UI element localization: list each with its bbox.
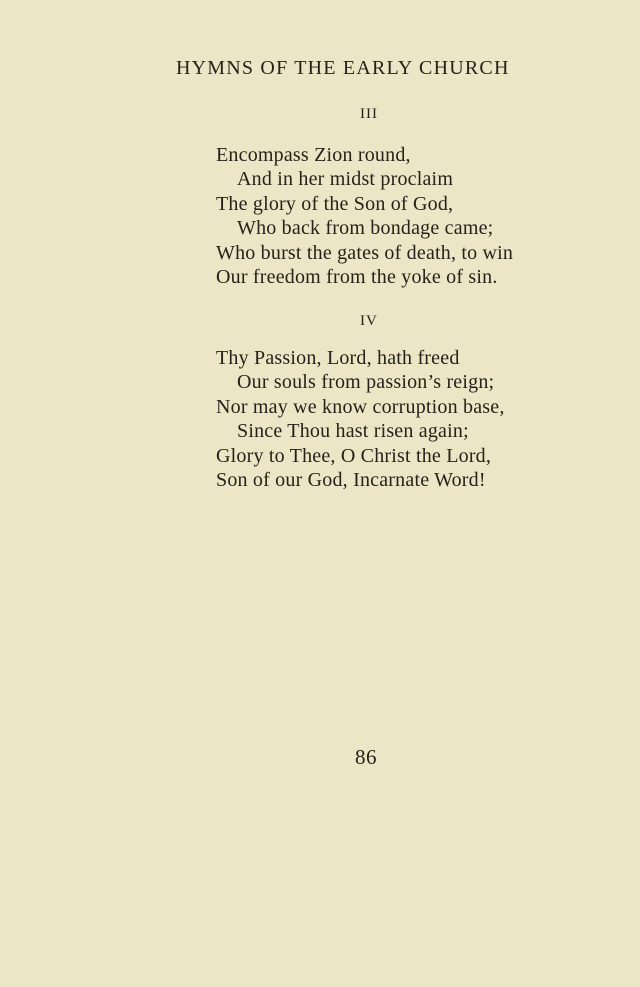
verse-line: The glory of the Son of God,: [216, 192, 454, 215]
verse-line: Who back from bondage came;: [237, 217, 494, 240]
page-number: 86: [355, 745, 377, 769]
verse-line: Thy Passion, Lord, hath freed: [216, 347, 460, 369]
verse-line: And in her midst proclaim: [237, 168, 454, 191]
verse-line: Our souls from passion’s reign;: [237, 371, 495, 394]
verse-line: Who burst the gates of death, to win: [216, 241, 514, 264]
verse-line: Our freedom from the yoke of sin.: [216, 266, 498, 289]
running-head: HYMNS OF THE EARLY CHURCH: [176, 57, 510, 79]
stanza: [216, 346, 505, 492]
verse-line: Son of our God, Incarnate Word!: [216, 469, 486, 492]
stanza-number: IV: [360, 313, 378, 329]
verse-line: Nor may we know corruption base,: [216, 395, 505, 418]
stanza: [216, 143, 513, 289]
verse-line: Encompass Zion round,: [216, 144, 411, 166]
stanza-number: III: [360, 106, 378, 122]
verse-line: Since Thou hast risen again;: [237, 420, 469, 443]
verse-line: Glory to Thee, O Christ the Lord,: [216, 444, 492, 467]
